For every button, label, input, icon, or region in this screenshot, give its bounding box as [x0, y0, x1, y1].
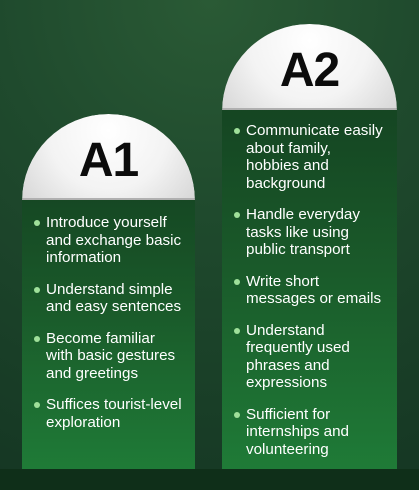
level-card-a1: [22, 114, 195, 470]
level-item-text: Introduce yourself and exchange basic information: [46, 214, 182, 266]
dot-bullet-icon: [34, 220, 40, 226]
dot-bullet-icon: [34, 402, 40, 408]
dot-bullet-icon: [234, 212, 240, 218]
level-item: [34, 330, 185, 383]
dot-bullet-icon: [34, 336, 40, 342]
level-card-a2: [222, 24, 397, 470]
level-item: [34, 214, 185, 267]
level-item: [234, 206, 387, 259]
level-item: [234, 322, 387, 392]
level-item: [34, 396, 185, 431]
level-item: [234, 406, 387, 459]
ground-strip: [0, 469, 419, 490]
level-item-text: Handle everyday tasks like using public transport: [246, 206, 360, 258]
level-item-text: Understand simple and easy sentences: [46, 280, 182, 315]
level-item: [34, 281, 185, 316]
dot-bullet-icon: [234, 328, 240, 334]
level-item-text: Suffices tourist-level exploration: [46, 396, 182, 431]
level-item-text: Understand frequently used phrases and expressions: [246, 321, 350, 391]
level-cap-a2: [222, 24, 397, 110]
dot-bullet-icon: [234, 128, 240, 134]
dot-bullet-icon: [234, 412, 240, 418]
level-item-text: Communicate easily about family, hobbies and background: [246, 122, 383, 192]
level-item-text: Write short messages or emails: [246, 272, 382, 307]
level-item-text: Sufficient for internships and volunteering: [246, 405, 350, 458]
level-item-text: Become familiar with basic gestures and greetings: [46, 329, 176, 382]
level-cap-a1: [22, 114, 195, 200]
level-title-a1: A1: [78, 134, 139, 187]
dot-bullet-icon: [234, 279, 240, 285]
level-item: [234, 122, 387, 192]
level-list-a2: [222, 110, 397, 458]
level-title-a2: A2: [279, 44, 340, 97]
level-item: [234, 273, 387, 308]
level-list-a1: [22, 200, 195, 431]
dot-bullet-icon: [34, 287, 40, 293]
